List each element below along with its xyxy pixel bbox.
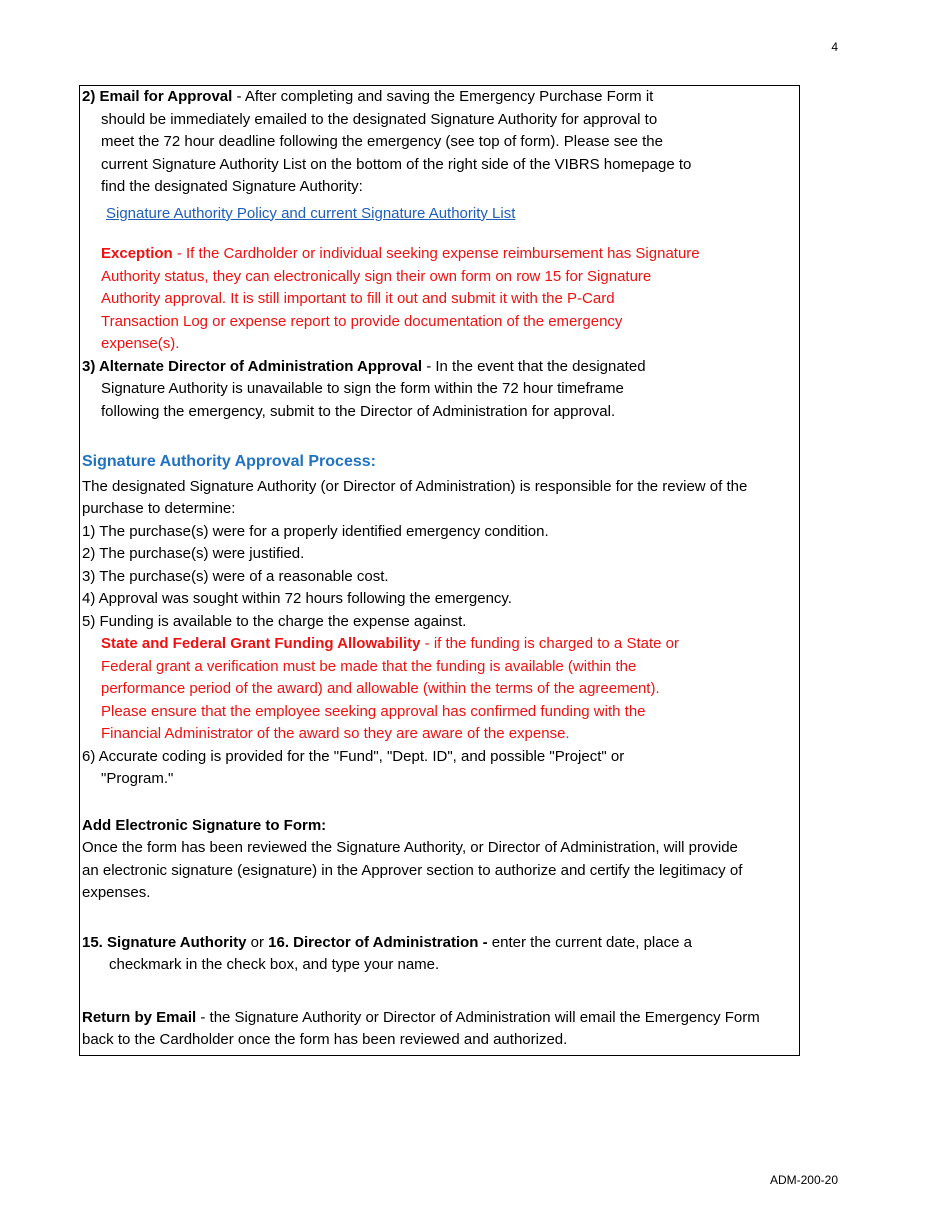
exception-line-2: Authority status, they can electronically sign their own form on row 15 for Signature (101, 267, 652, 285)
instructions-content (82, 86, 797, 1052)
signature-fields-line-2: checkmark in the check box, and type your name. (109, 956, 440, 973)
signature-authority-link[interactable]: Signature Authority Policy and current Signature Authority List (106, 204, 516, 222)
signature-fields-line-1 (82, 932, 797, 955)
email-approval-line-5: find the designated Signature Authority: (101, 178, 363, 195)
grant-line-4: Please ensure that the employee seeking approval has confirmed funding with the (101, 702, 646, 720)
exception-line-1 (82, 243, 797, 266)
email-approval-line-3: meet the 72 hour deadline following the emergency (see top of form). Please see the (101, 133, 663, 150)
alternate-text: - In the event that the designated (422, 357, 646, 375)
approval-item-4: 4) Approval was sought within 72 hours following the emergency. (82, 590, 512, 607)
exception-line-5: expense(s). (101, 335, 180, 352)
or-text: or (246, 933, 269, 951)
alternate-line-1 (82, 356, 797, 379)
return-email-line-2: back to the Cardholder once the form has been reviewed and authorized. (82, 1031, 568, 1048)
grant-line-2: Federal grant a verification must be made that the funding is available (within the (101, 657, 637, 675)
exception-heading: Exception (101, 245, 173, 262)
grant-line-3: performance period of the award) and allowable (within the terms of the agreement). (101, 680, 660, 697)
approval-item-1: 1) The purchase(s) were for a properly identified emergency condition. (82, 522, 549, 540)
esignature-heading: Add Electronic Signature to Form: (82, 816, 327, 834)
alternate-heading: 3) Alternate Director of Administration Approval (82, 357, 423, 375)
alternate-line-3: following the emergency, submit to the Director of Administration for approval. (101, 402, 616, 420)
footer-form-code: ADM-200-20 (769, 1173, 838, 1187)
approval-item-6-line-2: "Program." (101, 770, 174, 787)
email-approval-heading: 2) Email for Approval (82, 88, 233, 105)
grant-text: - if the funding is charged to a State or (420, 635, 679, 652)
grant-line-1 (82, 633, 797, 656)
signature-fields-text: enter the current date, place a (487, 933, 692, 951)
email-approval-line-4: current Signature Authority List on the bottom of the right side of the VIBRS homepage to (101, 155, 692, 173)
esignature-line-3: expenses. (82, 884, 151, 901)
page-number: 4 (831, 40, 838, 54)
return-email-line-1 (82, 1007, 797, 1030)
approval-item-6-line-1: 6) Accurate coding is provided for the "Fund", "Dept. ID", and possible "Project" or (82, 747, 625, 765)
director-label: 16. Director of Administration - (268, 933, 488, 951)
approval-item-3: 3) The purchase(s) were of a reasonable cost. (82, 567, 389, 585)
signature-authority-link-row (82, 203, 797, 226)
email-approval-line-2: should be immediately emailed to the designated Signature Authority for approval to (101, 110, 658, 128)
approval-item-2: 2) The purchase(s) were justified. (82, 545, 305, 562)
sig-authority-label: 15. Signature Authority (82, 933, 247, 951)
approval-intro-line-1: The designated Signature Authority (or Director of Administration) is responsible for the review of the (82, 477, 748, 495)
return-email-heading: Return by Email (82, 1008, 197, 1026)
grant-line-5: Financial Administrator of the award so they are aware of the expense. (101, 725, 570, 742)
exception-line-3: Authority approval. It is still important to fill it out and submit it with the P-Card (101, 290, 615, 307)
instructions-box (79, 85, 800, 1056)
esignature-line-1: Once the form has been reviewed the Signature Authority, or Director of Administration, will provide (82, 839, 738, 856)
exception-text: - If the Cardholder or individual seeking expense reimbursement has Signature (172, 245, 700, 262)
approval-item-5: 5) Funding is available to the charge the expense against. (82, 612, 467, 630)
email-approval-line-1 (82, 86, 797, 109)
esignature-heading-row (82, 815, 797, 838)
return-email-text: - the Signature Authority or Director of Administration will email the Emergency Form (196, 1008, 760, 1026)
alternate-line-2: Signature Authority is unavailable to sign the form within the 72 hour timeframe (101, 380, 624, 397)
approval-process-heading: Signature Authority Approval Process: (82, 453, 376, 470)
email-approval-text: - After completing and saving the Emergency Purchase Form it (232, 88, 654, 105)
exception-line-4: Transaction Log or expense report to provide documentation of the emergency (101, 312, 623, 330)
grant-heading: State and Federal Grant Funding Allowability (101, 635, 421, 652)
approval-intro-line-2: purchase to determine: (82, 500, 236, 517)
esignature-line-2: an electronic signature (esignature) in the Approver section to authorize and certify the legitimacy of (82, 861, 743, 879)
